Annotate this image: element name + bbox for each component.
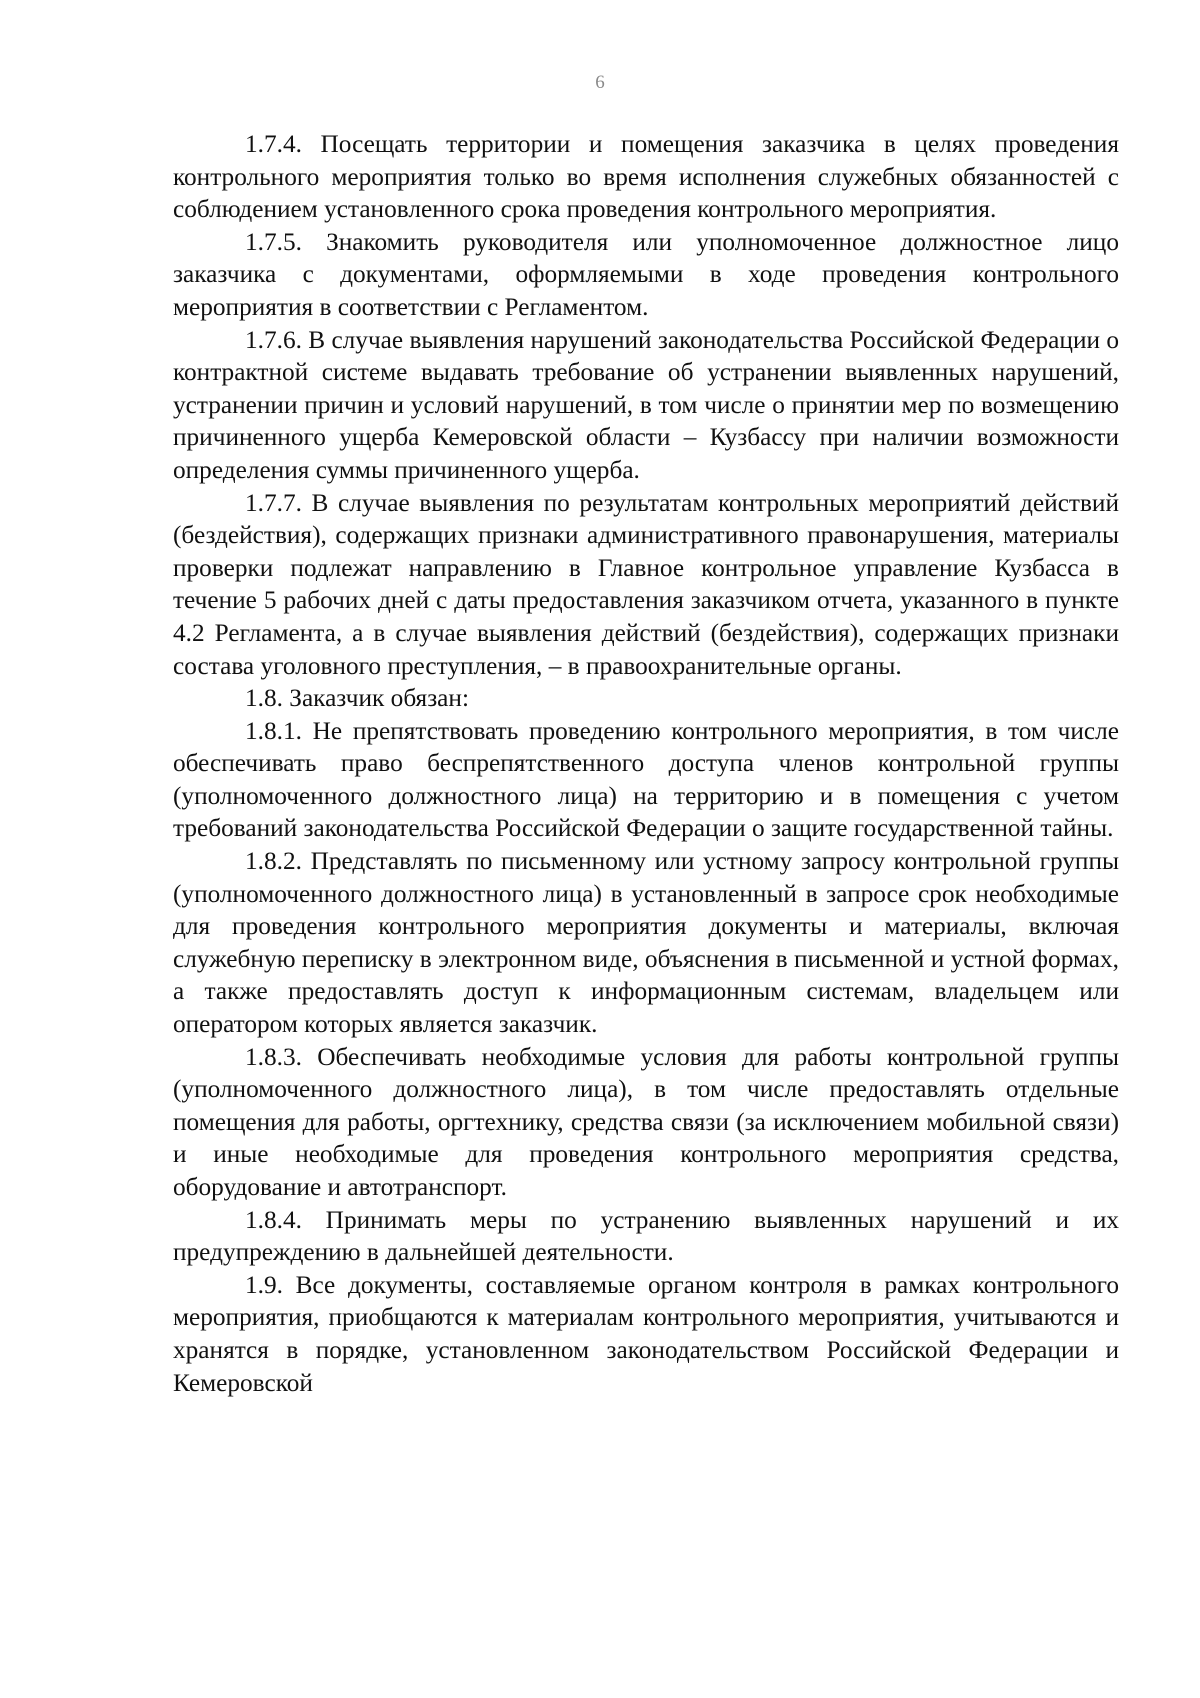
paragraph-1-8-4: 1.8.4. Принимать меры по устранению выявленных нарушений и их предупреждению в дальнейшей деятельности. bbox=[173, 1205, 1119, 1267]
paragraph-1-8-2: 1.8.2. Представлять по письменному или устному запросу контрольной группы (уполномоченного должностного лица) в установленный в запросе срок необходимые для проведения контрольного мероприятия документы и материалы, включая служебную переписку в электронном виде, объяснения в письменной и устной формах, а также предоставлять доступ к информационным системам, владельцем или оператором которых является заказчик. bbox=[173, 847, 1119, 1039]
paragraph-1-9: 1.9. Все документы, составляемые органом контроля в рамках контрольного мероприятия, приобщаются к материалам контрольного мероприятия, учитываются и хранятся в порядке, установленном законодательством Российской Федерации и Кемеровской bbox=[173, 1270, 1119, 1397]
document-body bbox=[173, 128, 1119, 1399]
paragraph-1-7-4: 1.7.4. Посещать территории и помещения заказчика в целях проведения контрольного мероприятия только во время исполнения служебных обязанностей с соблюдением установленного срока проведения контрольного мероприятия. bbox=[173, 130, 1119, 224]
paragraph-1-8-3: 1.8.3. Обеспечивать необходимые условия для работы контрольной группы (уполномоченного должностного лица), в том числе предоставлять отдельные помещения для работы, оргтехнику, средства связи (за исключением мобильной связи) и иные необходимые для проведения контрольного мероприятия средства, оборудование и автотранспорт. bbox=[173, 1042, 1119, 1201]
paragraph-1-7-6: 1.7.6. В случае выявления нарушений законодательства Российской Федерации о контрактной системе выдавать требование об устранении выявленных нарушений, устранении причин и условий нарушений, в том числе о принятии мер по возмещению причиненного ущерба Кемеровской области – Кузбассу при наличии возможности определения суммы причиненного ущерба. bbox=[173, 325, 1119, 484]
paragraph-1-8-1: 1.8.1. Не препятствовать проведению контрольного мероприятия, в том числе обеспечивать право беспрепятственного доступа членов контрольной группы (уполномоченного должностного лица) на территорию и в помещения с учетом требований законодательства Российской Федерации о защите государственной тайны. bbox=[173, 716, 1119, 843]
paragraph-1-8: 1.8. Заказчик обязан: bbox=[245, 684, 469, 713]
paragraph-1-7-5: 1.7.5. Знакомить руководителя или уполномоченное должностное лицо заказчика с документами, оформляемыми в ходе проведения контрольного мероприятия в соответствии с Регламентом. bbox=[173, 227, 1119, 321]
paragraph-1-7-7: 1.7.7. В случае выявления по результатам контрольных мероприятий действий (бездействия), содержащих признаки административного правонарушения, материалы проверки подлежат направлению в Главное контрольное управление Кузбасса в течение 5 рабочих дней с даты предоставления заказчиком отчета, указанного в пункте 4.2 Регламента, а в случае выявления действий (бездействия), содержащих признаки состава уголовного преступления, – в правоохранительные органы. bbox=[173, 488, 1119, 680]
page-number: 6 bbox=[595, 72, 605, 93]
